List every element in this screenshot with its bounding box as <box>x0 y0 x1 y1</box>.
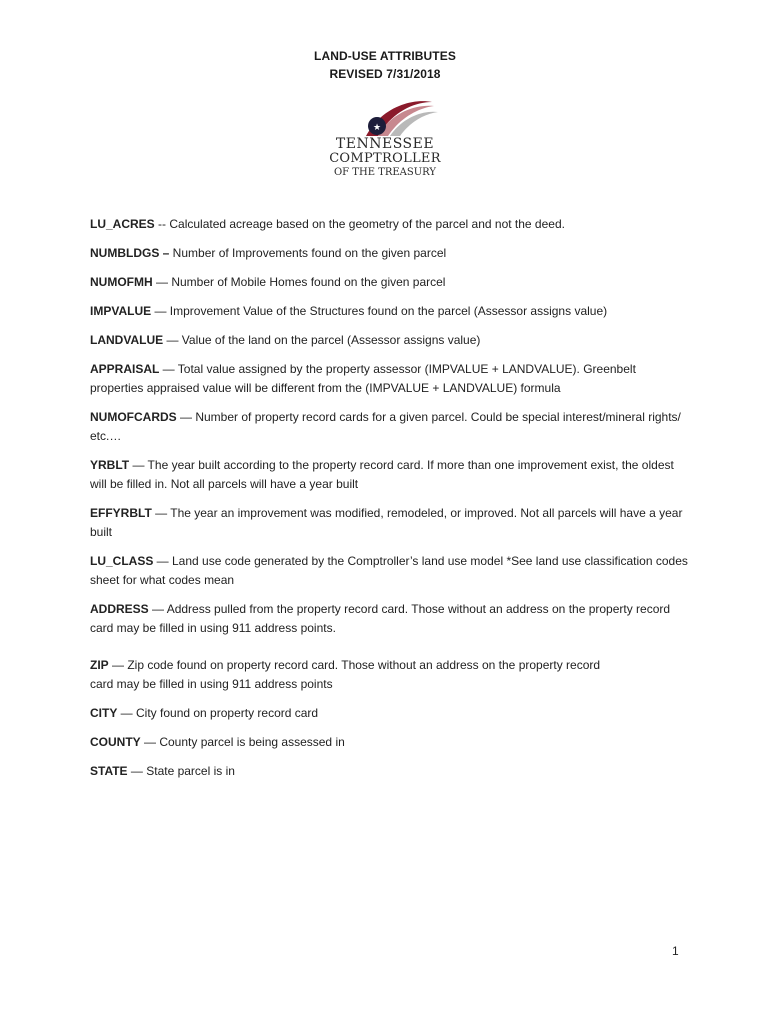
attribute-entry-numofmh <box>90 273 690 292</box>
svg-text:OF THE TREASURY: OF THE TREASURY <box>333 167 437 178</box>
attribute-description: — The year an improvement was modified, remodeled, or improved. Not all parcels will have a year built <box>90 506 683 539</box>
attribute-term: NUMOFMH <box>90 275 153 289</box>
attribute-term: ZIP <box>90 658 109 672</box>
svg-text:TENNESSEE: TENNESSEE <box>335 136 435 152</box>
attribute-term: APPRAISAL <box>90 362 160 376</box>
attribute-entry-numofcards <box>90 408 690 446</box>
attribute-description: Number of Improvements found on the given parcel <box>169 246 447 260</box>
attribute-description: — Number of Mobile Homes found on the given parcel <box>152 275 446 289</box>
attribute-description: -- Calculated acreage based on the geometry of the parcel and not the deed. <box>154 217 565 231</box>
attribute-description: — Improvement Value of the Structures found on the parcel (Assessor assigns value) <box>151 304 608 318</box>
attribute-entry-address <box>90 600 690 638</box>
attribute-term: CITY <box>90 706 118 720</box>
attribute-term: COUNTY <box>90 735 141 749</box>
attribute-entry-zip <box>90 656 610 694</box>
attribute-entry-yrblt <box>90 456 690 494</box>
svg-text:COMPTROLLER: COMPTROLLER <box>329 151 441 166</box>
attribute-term: LU_CLASS <box>90 554 154 568</box>
attribute-entry-effyrblt <box>90 504 690 542</box>
attribute-term: YRBLT <box>90 458 130 472</box>
attribute-term: NUMBLDGS – <box>90 246 170 260</box>
attribute-entry-landvalue <box>90 331 690 350</box>
document-title: LAND-USE ATTRIBUTES <box>314 49 456 63</box>
attribute-entry-county <box>90 733 690 752</box>
attribute-term: IMPVALUE <box>90 304 152 318</box>
attribute-description: — The year built according to the property record card. If more than one improvement exist, the oldest will be filled in. Not all parcels will have a year built <box>90 458 674 491</box>
attribute-entry-numbldgs <box>90 244 690 263</box>
page-number: 1 <box>672 944 679 958</box>
attribute-description: — Land use code generated by the Comptroller’s land use model *See land use classification codes sheet for what codes mean <box>90 554 688 587</box>
attribute-term: STATE <box>90 764 128 778</box>
attribute-description: — County parcel is being assessed in <box>140 735 345 749</box>
attribute-term: EFFYRBLT <box>90 506 152 520</box>
attribute-description: — Total value assigned by the property assessor (IMPVALUE + LANDVALUE). Greenbelt properties appraised value will be different from the (IMPVALUE + LANDVALUE) formula <box>90 362 636 395</box>
tennessee-comptroller-logo <box>326 96 444 180</box>
attribute-description: — Zip code found on property record card. Those without an address on the property record card may be filled in using 911 address points <box>90 658 601 691</box>
attribute-term: LANDVALUE <box>90 333 164 347</box>
attribute-entry-appraisal <box>90 360 690 398</box>
document-revision-date: REVISED 7/31/2018 <box>329 67 441 81</box>
attribute-description: — Number of property record cards for a given parcel. Could be special interest/mineral rights/ etc.… <box>90 410 681 443</box>
attribute-entry-lu-acres <box>90 215 690 234</box>
svg-text:★: ★ <box>372 123 382 133</box>
attribute-entry-impvalue <box>90 302 690 321</box>
attribute-entry-state <box>90 762 690 781</box>
attribute-description: — Value of the land on the parcel (Assessor assigns value) <box>163 333 481 347</box>
attribute-description: — State parcel is in <box>127 764 235 778</box>
attribute-entry-city <box>90 704 690 723</box>
attribute-entry-lu-class <box>90 552 690 590</box>
attribute-term: ADDRESS <box>90 602 149 616</box>
attribute-description: — Address pulled from the property record card. Those without an address on the property record card may be filled in using 911 address points. <box>90 602 671 635</box>
attribute-term: LU_ACRES <box>90 217 155 231</box>
attribute-term: NUMOFCARDS <box>90 410 177 424</box>
attribute-description: — City found on property record card <box>117 706 319 720</box>
